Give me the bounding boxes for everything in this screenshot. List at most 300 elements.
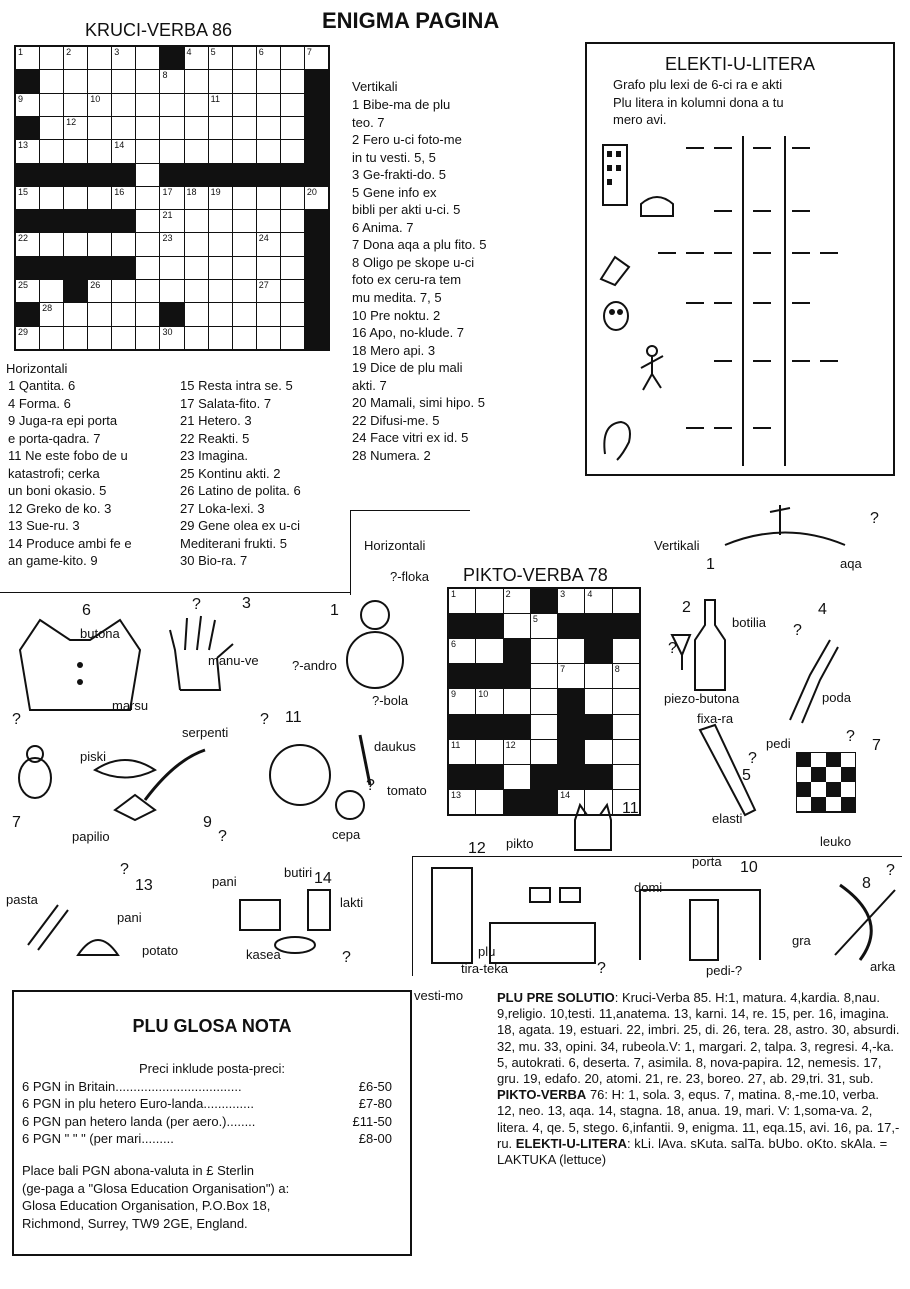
cell-number: 14: [560, 789, 571, 800]
kv-cell[interactable]: [16, 280, 39, 302]
picture-label: manu-ve: [208, 653, 259, 668]
kv-cell[interactable]: [64, 70, 87, 92]
kv-cell: [185, 164, 208, 186]
letter-blank[interactable]: [792, 252, 810, 254]
kv-cell[interactable]: [88, 47, 111, 69]
kv-cell[interactable]: [233, 280, 256, 302]
pv-cell[interactable]: [585, 589, 611, 613]
kv-cell[interactable]: [64, 117, 87, 139]
kv-cell[interactable]: [16, 327, 39, 349]
letter-blank[interactable]: [820, 360, 838, 362]
kv-cell[interactable]: [185, 117, 208, 139]
kv-cell[interactable]: [281, 47, 304, 69]
kv-cell[interactable]: [64, 140, 87, 162]
picture-label: gra: [792, 933, 811, 948]
price-value: £7-80: [358, 1096, 392, 1112]
pv-cell[interactable]: [449, 589, 475, 613]
kv-cell[interactable]: [209, 187, 232, 209]
pv-cell[interactable]: [613, 589, 639, 613]
cell-number: 11: [210, 93, 220, 104]
letter-blank[interactable]: [753, 252, 771, 254]
kv-cell[interactable]: [88, 233, 111, 255]
kv-horizontal-clues-b: [180, 377, 301, 570]
picture-label: arka: [870, 959, 896, 974]
divider: [350, 510, 351, 595]
picture-label: butona: [80, 626, 120, 641]
pikto-verba-title: PIKTO-VERBA 78: [463, 565, 608, 585]
clue-line: 24 Face vitri ex id. 5: [352, 430, 469, 446]
kv-cell[interactable]: [136, 280, 159, 302]
pv-cell[interactable]: [613, 740, 639, 764]
kv-cell: [305, 117, 328, 139]
picture-label: ?: [793, 622, 802, 639]
kv-cell[interactable]: [16, 140, 39, 162]
kv-cell[interactable]: [16, 187, 39, 209]
kv-cell[interactable]: [136, 94, 159, 116]
pv-cell[interactable]: [476, 589, 502, 613]
kv-cell[interactable]: [233, 257, 256, 279]
kv-cell[interactable]: [40, 327, 63, 349]
kv-cell[interactable]: [136, 303, 159, 325]
kv-cell[interactable]: [209, 117, 232, 139]
kv-cell[interactable]: [64, 303, 87, 325]
pv-cell[interactable]: [504, 689, 530, 713]
letter-blank[interactable]: [714, 302, 732, 304]
kv-cell[interactable]: [136, 164, 159, 186]
kv-cell[interactable]: [185, 47, 208, 69]
clue-line: 2 Fero u-ci foto-me: [352, 132, 462, 148]
price-row: [22, 1113, 392, 1131]
clue-line: 28 Numera. 2: [352, 447, 431, 463]
letter-blank[interactable]: [792, 147, 810, 149]
kv-cell[interactable]: [209, 140, 232, 162]
kv-cell[interactable]: [209, 280, 232, 302]
cell-number: 10: [478, 689, 489, 700]
kv-cell[interactable]: [112, 140, 135, 162]
kv-cell: [64, 280, 87, 302]
kv-cell[interactable]: [136, 327, 159, 349]
cell-number: 1: [18, 47, 24, 57]
kv-cell[interactable]: [209, 233, 232, 255]
kv-cell: [16, 303, 39, 325]
kv-cell[interactable]: [160, 117, 183, 139]
kv-cell: [305, 70, 328, 92]
pv-cell[interactable]: [531, 740, 557, 764]
kv-cell[interactable]: [233, 327, 256, 349]
kv-cell[interactable]: [64, 187, 87, 209]
kv-cell[interactable]: [185, 280, 208, 302]
pv-cell: [585, 639, 611, 663]
kv-cell[interactable]: [40, 117, 63, 139]
picture-label: 8: [862, 875, 871, 892]
kv-cell[interactable]: [112, 303, 135, 325]
kv-cell[interactable]: [185, 187, 208, 209]
letter-blank[interactable]: [792, 210, 810, 212]
kv-vertical-heading: Vertikali: [352, 79, 398, 94]
kv-cell[interactable]: [160, 280, 183, 302]
clue-line: 8 Oligo pe skope u-ci: [352, 254, 475, 270]
kv-cell[interactable]: [209, 257, 232, 279]
cell-number: 17: [162, 186, 173, 197]
letter-blank[interactable]: [714, 147, 732, 149]
kv-cell[interactable]: [64, 94, 87, 116]
clue-line: foto ex ceru-ra tem: [352, 272, 462, 288]
kv-cell[interactable]: [112, 117, 135, 139]
price-dots: ........: [226, 1113, 256, 1129]
kv-cell[interactable]: [281, 94, 304, 116]
kv-cell[interactable]: [233, 303, 256, 325]
picture-label: 11: [622, 800, 639, 817]
kv-cell[interactable]: [209, 70, 232, 92]
letter-blank[interactable]: [753, 147, 771, 149]
kv-cell[interactable]: [40, 187, 63, 209]
ear-icon: [597, 414, 637, 464]
clue-line: 21 Hetero. 3: [180, 413, 252, 429]
pv-cell[interactable]: [476, 790, 502, 814]
kv-cell[interactable]: [40, 94, 63, 116]
picture-label: 1: [706, 556, 715, 573]
price-dots: ...................................: [115, 1078, 242, 1094]
kv-cell[interactable]: [257, 327, 280, 349]
pv-cell[interactable]: [449, 740, 475, 764]
kv-cell[interactable]: [281, 117, 304, 139]
kv-cell[interactable]: [281, 280, 304, 302]
kv-cell[interactable]: [112, 70, 135, 92]
kv-cell[interactable]: [88, 187, 111, 209]
kv-cell[interactable]: [88, 140, 111, 162]
picture-label: ?: [668, 640, 677, 657]
kv-cell[interactable]: [136, 233, 159, 255]
cell-number: 3: [560, 589, 566, 599]
pv-cell: [476, 664, 502, 688]
kv-cell[interactable]: [209, 210, 232, 232]
cell-number: 12: [66, 116, 77, 127]
kv-cell[interactable]: [281, 257, 304, 279]
kv-cell[interactable]: [185, 257, 208, 279]
picture-label: ?: [366, 777, 375, 794]
kv-cell[interactable]: [185, 70, 208, 92]
letter-blank[interactable]: [714, 360, 732, 362]
clue-line: an game-kito. 9: [8, 553, 98, 569]
clue-line: (ge-paga a "Glosa Education Organisation") a:: [22, 1180, 290, 1196]
elekti-u-litera-box: [585, 42, 895, 476]
clue-line: 12 Greko de ko. 3: [8, 500, 112, 516]
letter-blank[interactable]: [686, 252, 704, 254]
pv-cell: [504, 664, 530, 688]
kv-cell[interactable]: [112, 327, 135, 349]
clue-line: bibli per akti u-ci. 5: [352, 202, 461, 218]
kv-cell[interactable]: [233, 47, 256, 69]
picture-label: ?: [748, 750, 757, 767]
picture-label: 6: [82, 602, 91, 619]
kv-cell[interactable]: [185, 210, 208, 232]
picture-label: 12: [468, 840, 486, 857]
kv-cell[interactable]: [233, 210, 256, 232]
clue-line: 22 Difusi-me. 5: [352, 412, 440, 428]
kv-cell[interactable]: [305, 187, 328, 209]
kv-cell[interactable]: [112, 187, 135, 209]
price-row: [22, 1078, 392, 1096]
kv-cell[interactable]: [136, 187, 159, 209]
kv-cell[interactable]: [88, 327, 111, 349]
picture-label: porta: [692, 854, 722, 869]
pv-cell[interactable]: [449, 639, 475, 663]
kv-cell[interactable]: [40, 47, 63, 69]
kv-cell[interactable]: [257, 210, 280, 232]
page-title: ENIGMA PAGINA: [322, 8, 500, 33]
clue-line: mu medita. 7, 5: [352, 290, 442, 306]
letter-blank[interactable]: [753, 427, 771, 429]
kv-cell[interactable]: [233, 94, 256, 116]
letter-blank[interactable]: [792, 302, 810, 304]
clue-line: Grafo plu lexi de 6-ci ra e akti: [613, 77, 783, 93]
kv-cell[interactable]: [257, 140, 280, 162]
kv-cell[interactable]: [40, 233, 63, 255]
kv-cell[interactable]: [88, 303, 111, 325]
kv-cell[interactable]: [160, 233, 183, 255]
kv-cell[interactable]: [112, 94, 135, 116]
pv-vertical-label: Vertikali: [654, 538, 700, 553]
jumping-man-icon: [637, 344, 667, 394]
kv-cell[interactable]: [185, 140, 208, 162]
kv-horizontal-heading: Horizontali: [6, 361, 68, 376]
letter-blank[interactable]: [686, 427, 704, 429]
letter-blank[interactable]: [753, 302, 771, 304]
letter-blank[interactable]: [753, 210, 771, 212]
kv-cell[interactable]: [160, 327, 183, 349]
picture-label: botilia: [732, 615, 766, 630]
kv-cell[interactable]: [281, 70, 304, 92]
picture-label: ?: [260, 711, 269, 728]
kv-cell[interactable]: [233, 117, 256, 139]
pv-cell[interactable]: [504, 765, 530, 789]
pv-cell[interactable]: [558, 639, 584, 663]
kv-cell[interactable]: [257, 70, 280, 92]
kv-cell[interactable]: [257, 187, 280, 209]
kv-cell[interactable]: [257, 257, 280, 279]
kv-cell[interactable]: [64, 47, 87, 69]
clue-line: 15 Resta intra se. 5: [180, 378, 293, 393]
kv-cell[interactable]: [209, 94, 232, 116]
picture-label: 5: [742, 767, 751, 784]
pv-cell[interactable]: [476, 639, 502, 663]
clue-line: 14 Produce ambi fe e: [8, 535, 132, 551]
kv-cell: [305, 303, 328, 325]
pv-cell[interactable]: [476, 740, 502, 764]
cell-number: 2: [505, 589, 511, 599]
cell-number: 30: [162, 326, 173, 337]
cell-number: 24: [258, 233, 269, 244]
price-item: 6 PGN pan hetero landa (per aero.): [22, 1113, 227, 1129]
pv-cell[interactable]: [531, 715, 557, 739]
kv-cell[interactable]: [281, 233, 304, 255]
letter-blank[interactable]: [714, 210, 732, 212]
cell-number: 16: [114, 186, 125, 197]
pv-cell[interactable]: [613, 689, 639, 713]
clue-line: 6 Anima. 7: [352, 219, 414, 235]
cell-number: 12: [505, 739, 516, 750]
pv-cell[interactable]: [476, 689, 502, 713]
letter-blank[interactable]: [714, 252, 732, 254]
pv-cell[interactable]: [585, 664, 611, 688]
picture-label: 1: [330, 602, 339, 619]
clue-line: 22 Reakti. 5: [180, 430, 250, 446]
kv-cell[interactable]: [281, 303, 304, 325]
cell-number: 13: [451, 789, 462, 800]
kv-cell[interactable]: [64, 327, 87, 349]
pv-cell[interactable]: [531, 664, 557, 688]
pv-cell[interactable]: [504, 740, 530, 764]
cell-number: 5: [532, 614, 538, 625]
letter-blank[interactable]: [686, 302, 704, 304]
kv-cell[interactable]: [281, 327, 304, 349]
kv-cell[interactable]: [185, 233, 208, 255]
pv-cell[interactable]: [531, 614, 557, 638]
kv-cell[interactable]: [112, 233, 135, 255]
cell-number: 9: [451, 689, 457, 700]
picture-label: 10: [740, 859, 758, 876]
kv-cell[interactable]: [40, 70, 63, 92]
solutio-pv: 76: H: 1, sola. 3, equs. 7, matina. 8,-me.10, verba. 12, neo. 13, aqa. 14, stagna. 18, anua. 19, mari. V: 1,soma-va. 2, litera. 4, qe. 5, stego. 6,infantii. 9, enigma. 11, eqa.15, avi. 16, pa. 17,-ru.: [497, 1087, 900, 1151]
elekti-title: ELEKTI-U-LITERA: [664, 54, 816, 74]
kv-cell[interactable]: [160, 140, 183, 162]
kv-cell[interactable]: [16, 94, 39, 116]
pv-cell[interactable]: [449, 790, 475, 814]
price-item: 6 PGN in Britain: [22, 1078, 116, 1094]
kv-cell[interactable]: [257, 303, 280, 325]
letter-blank[interactable]: [686, 147, 704, 149]
kv-cell[interactable]: [16, 47, 39, 69]
cell-number: 11: [451, 739, 461, 750]
picture-label: ?: [870, 510, 879, 527]
cell-number: 19: [210, 186, 221, 197]
kv-cell[interactable]: [233, 187, 256, 209]
pv-cell[interactable]: [449, 689, 475, 713]
kv-cell[interactable]: [136, 140, 159, 162]
letter-blank[interactable]: [714, 427, 732, 429]
pv-cell[interactable]: [613, 639, 639, 663]
kv-cell[interactable]: [257, 47, 280, 69]
clue-line: e porta-qadra. 7: [8, 430, 101, 446]
picture-label: pani: [212, 874, 237, 889]
kv-cell[interactable]: [257, 94, 280, 116]
owl-icon: [599, 299, 633, 333]
kv-cell[interactable]: [257, 280, 280, 302]
kv-cell[interactable]: [88, 280, 111, 302]
pv-cell[interactable]: [504, 614, 530, 638]
pv-cell[interactable]: [585, 689, 611, 713]
kv-cell[interactable]: [185, 94, 208, 116]
pv-cell[interactable]: [531, 689, 557, 713]
kv-cell[interactable]: [112, 47, 135, 69]
kv-cell[interactable]: [16, 233, 39, 255]
kv-cell: [160, 164, 183, 186]
kv-cell[interactable]: [185, 303, 208, 325]
kv-cell: [305, 280, 328, 302]
kv-cell[interactable]: [136, 117, 159, 139]
clue-line: 19 Dice de plu mali: [352, 360, 463, 376]
kv-cell[interactable]: [136, 210, 159, 232]
kv-cell: [209, 164, 232, 186]
kv-cell[interactable]: [40, 303, 63, 325]
kv-cell[interactable]: [233, 233, 256, 255]
letter-blank[interactable]: [658, 252, 676, 254]
kv-cell[interactable]: [160, 70, 183, 92]
kv-cell[interactable]: [160, 210, 183, 232]
kv-cell[interactable]: [88, 70, 111, 92]
kv-cell[interactable]: [40, 280, 63, 302]
letter-blank[interactable]: [792, 360, 810, 362]
clue-line: mero avi.: [613, 112, 667, 128]
kv-cell: [64, 210, 87, 232]
pv-cell[interactable]: [613, 715, 639, 739]
pv-cell[interactable]: [585, 740, 611, 764]
kv-cell: [112, 257, 135, 279]
kv-cell[interactable]: [233, 140, 256, 162]
pv-cell[interactable]: [504, 589, 530, 613]
kv-cell: [16, 164, 39, 186]
kv-cell: [16, 117, 39, 139]
pikto-verba-grid: [447, 587, 641, 816]
kv-cell[interactable]: [233, 70, 256, 92]
kv-cell: [305, 210, 328, 232]
divider: [412, 856, 413, 976]
kv-cell[interactable]: [160, 94, 183, 116]
kv-cell[interactable]: [64, 233, 87, 255]
kv-cell[interactable]: [209, 47, 232, 69]
kv-cell[interactable]: [136, 70, 159, 92]
pv-cell[interactable]: [558, 664, 584, 688]
letter-blank[interactable]: [820, 252, 838, 254]
kv-cell[interactable]: [209, 327, 232, 349]
clue-line: 18 Mero api. 3: [352, 342, 436, 358]
letter-blank[interactable]: [753, 360, 771, 362]
kv-cell[interactable]: [257, 233, 280, 255]
cell-number: 20: [306, 186, 317, 197]
kv-cell[interactable]: [209, 303, 232, 325]
kv-cell[interactable]: [88, 117, 111, 139]
picture-label: tira-teka: [461, 961, 508, 976]
picture-label: ?: [12, 711, 21, 728]
kv-cell[interactable]: [136, 257, 159, 279]
kv-cell[interactable]: [160, 257, 183, 279]
clue-line: 30 Bio-ra. 7: [180, 553, 248, 569]
picture-label: ?: [342, 949, 351, 966]
kv-cell[interactable]: [257, 117, 280, 139]
elekti-intro: [587, 76, 893, 129]
pv-cell[interactable]: [531, 639, 557, 663]
kv-cell[interactable]: [160, 187, 183, 209]
kv-cell[interactable]: [136, 47, 159, 69]
clue-line: 17 Salata-fito. 7: [180, 395, 272, 411]
kv-cell[interactable]: [281, 140, 304, 162]
kv-cell[interactable]: [281, 187, 304, 209]
pv-cell[interactable]: [558, 589, 584, 613]
pv-cell: [504, 715, 530, 739]
kv-cell[interactable]: [305, 47, 328, 69]
pv-cell[interactable]: [613, 664, 639, 688]
picture-label: plu: [478, 944, 496, 959]
kv-cell[interactable]: [112, 280, 135, 302]
kv-cell[interactable]: [185, 327, 208, 349]
checkerboard-icon: [796, 752, 856, 830]
picture-label: ?: [120, 861, 129, 878]
kv-cell[interactable]: [88, 94, 111, 116]
kv-cell[interactable]: [281, 210, 304, 232]
tower-icon: [599, 139, 635, 209]
pv-cell[interactable]: [613, 765, 639, 789]
kv-cell[interactable]: [40, 140, 63, 162]
